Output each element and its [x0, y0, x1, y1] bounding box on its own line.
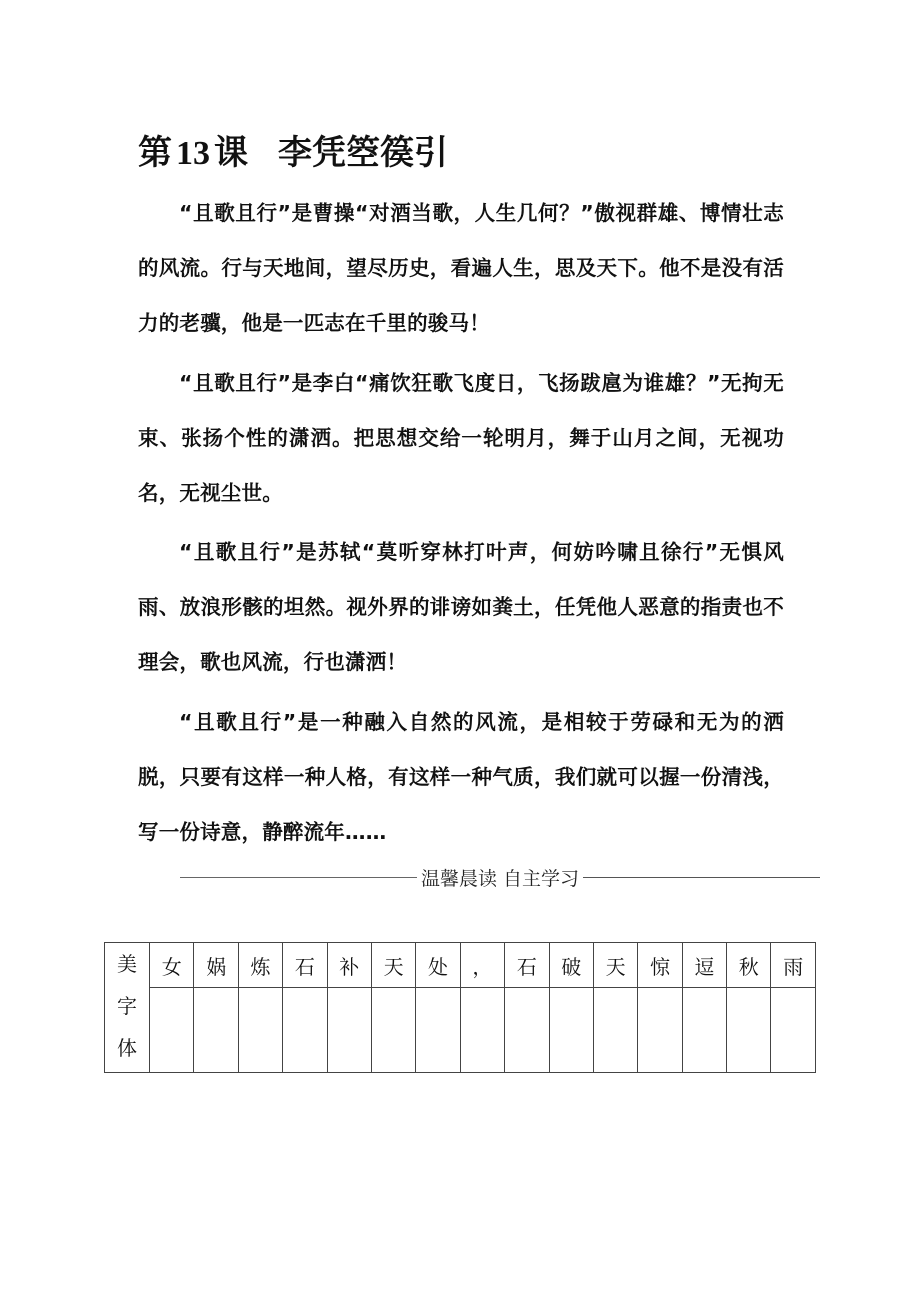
model-char-cell: 天 [371, 943, 415, 988]
lesson-suffix: 课 [214, 133, 248, 173]
lesson-number: 13 [176, 135, 210, 172]
model-char-cell: 补 [327, 943, 371, 988]
page-title [138, 131, 448, 176]
model-char-cell: 惊 [638, 943, 682, 988]
practice-cell[interactable] [505, 988, 549, 1073]
model-char-cell: 处 [416, 943, 460, 988]
row-header-cell [105, 943, 150, 1073]
practice-cell[interactable] [194, 988, 238, 1073]
practice-cell[interactable] [327, 988, 371, 1073]
practice-cell[interactable] [593, 988, 637, 1073]
row-header-char: 体 [117, 1036, 137, 1060]
practice-cell[interactable] [727, 988, 771, 1073]
row-header-char: 美 [117, 952, 137, 976]
practice-cell[interactable] [283, 988, 327, 1073]
practice-cell[interactable] [549, 988, 593, 1073]
intro-paragraph-su-shi: “且歌且行”是苏轼“莫听穿林打叶声，何妨吟啸且徐行”无惧风雨、放浪形骸的坦然。视外界的诽谤如粪土，任凭他人恶意的指责也不理会，歌也风流，行也潇洒！ [138, 540, 784, 674]
divider-rule-left [180, 877, 417, 878]
model-char-cell: 逗 [682, 943, 726, 988]
model-char-cell: 秋 [727, 943, 771, 988]
calligraphy-practice-table [104, 942, 816, 1073]
lesson-prefix: 第 [138, 133, 172, 173]
practice-cell[interactable] [460, 988, 504, 1073]
intro-paragraph-summary: “且歌且行”是一种融入自然的风流，是相较于劳碌和无为的洒脱，只要有这样一种人格，有这样一种气质，我们就可以握一份清浅，写一份诗意，静醉流年…… [138, 709, 784, 844]
practice-cell[interactable] [771, 988, 816, 1073]
practice-cell[interactable] [638, 988, 682, 1073]
character-row [105, 943, 816, 988]
divider-rule-right [583, 877, 820, 878]
model-char-cell: 石 [283, 943, 327, 988]
practice-cell[interactable] [371, 988, 415, 1073]
practice-row [105, 988, 816, 1073]
section-label: 温馨晨读 自主学习 [420, 867, 580, 890]
model-char-cell: 石 [505, 943, 549, 988]
model-char-cell: 女 [150, 943, 194, 988]
model-char-cell: 天 [593, 943, 637, 988]
practice-cell[interactable] [238, 988, 282, 1073]
intro-paragraph-cao-cao: “且歌且行”是曹操“对酒当歌，人生几何？”傲视群雄、博情壮志的风流。行与天地间，望尽历史，看遍人生，思及天下。他不是没有活力的老骥，他是一匹志在千里的骏马！ [138, 201, 784, 335]
model-char-cell: 娲 [194, 943, 238, 988]
practice-cell[interactable] [682, 988, 726, 1073]
row-header-char: 字 [117, 994, 137, 1018]
practice-cell[interactable] [150, 988, 194, 1073]
section-divider [180, 862, 820, 892]
intro-reading [138, 186, 784, 864]
model-char-cell: 炼 [238, 943, 282, 988]
practice-cell[interactable] [416, 988, 460, 1073]
model-char-cell: 雨 [771, 943, 816, 988]
model-char-cell: 破 [549, 943, 593, 988]
intro-paragraph-li-bai: “且歌且行”是李白“痛饮狂歌飞度日，飞扬跋扈为谁雄？”无拘无束、张扬个性的潇洒。把思想交给一轮明月，舞于山月之间，无视功名，无视尘世。 [138, 370, 784, 505]
model-char-cell: ， [460, 943, 504, 988]
lesson-name: 李凭箜篌引 [278, 133, 448, 173]
